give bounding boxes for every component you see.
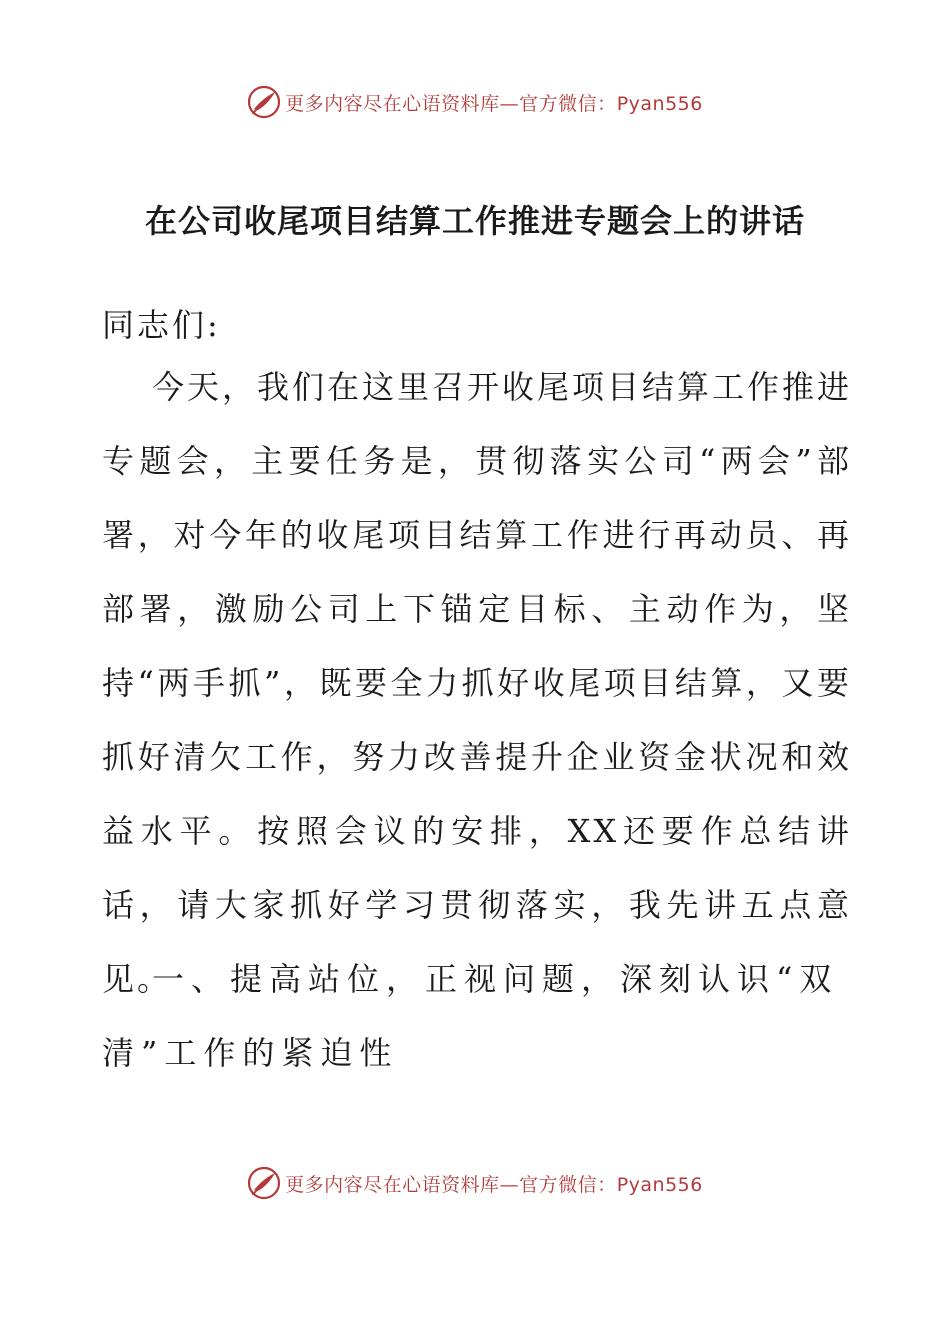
watermark-site: 更多内容尽在心语资料库 (285, 1173, 500, 1196)
watermark-label: 官方微信： (519, 92, 617, 115)
watermark-text (285, 1170, 703, 1197)
body-paragraph: 今天，我们在这里召开收尾项目结算工作推进专题会，主要任务是，贯彻落实公司“两会”部署，对今年的收尾项目结算工作进行再动员、再部署，激励公司上下锚定目标、主动作为，坚持“两手抓”，既要全力抓好收尾项目结算，又要抓好清欠工作，努力改善提升企业资金状况和效益水平。按照会议的安排，XX还要作总结讲话，请大家抓好学习贯彻落实，我先讲五点意见。 (102, 368, 853, 998)
watermark-site: 更多内容尽在心语资料库 (285, 92, 500, 115)
watermark-wechat-id: Pyan556 (616, 1173, 703, 1196)
watermark-dash: — (499, 92, 520, 115)
watermark-text (285, 89, 703, 116)
header-watermark (0, 82, 950, 122)
watermark-label: 官方微信： (519, 1173, 617, 1196)
salutation: 同志们: (102, 306, 221, 344)
footer-watermark (0, 1163, 950, 1203)
watermark-dash: — (499, 1173, 520, 1196)
quill-pen-logo-icon (247, 1166, 281, 1200)
quill-pen-logo-icon (247, 85, 281, 119)
document-title: 在公司收尾项目结算工作推进专题会上的讲话 (144, 202, 805, 240)
watermark-wechat-id: Pyan556 (616, 92, 703, 115)
section-heading: 一、提高站位，正视问题，深刻认识“双清”工作的紧迫性 (102, 960, 839, 1072)
